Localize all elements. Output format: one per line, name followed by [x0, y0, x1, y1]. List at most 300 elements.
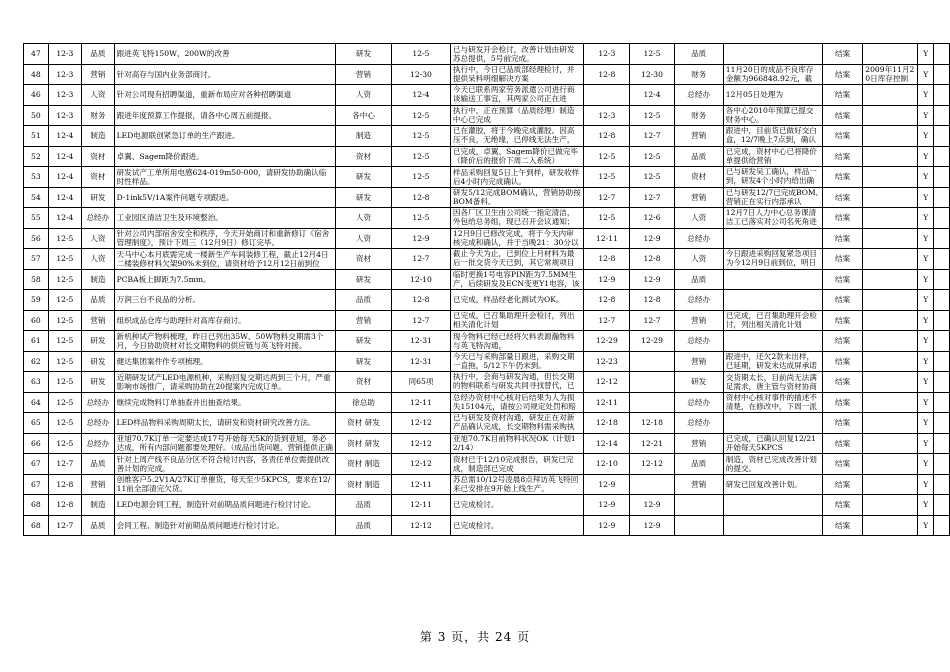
- row-number-cell: [24, 413, 49, 434]
- department-text: 营销: [90, 315, 106, 325]
- due-date-text: 12-11: [410, 397, 432, 407]
- verify-dept-cell: [674, 433, 723, 454]
- actual-date-cell: [630, 269, 674, 290]
- status-cell: [822, 85, 862, 106]
- due-date-cell: [392, 167, 451, 188]
- department-cell: [82, 351, 115, 372]
- due-date-cell: [392, 269, 451, 290]
- owner-dept-cell: [336, 85, 392, 106]
- date-text: 12-5: [56, 397, 74, 407]
- plan-date-cell: [584, 187, 630, 208]
- actual-date-text: 12-7: [643, 315, 661, 325]
- progress-note-cell: [450, 146, 583, 167]
- due-date-text: 12-10: [410, 274, 432, 284]
- row-number-text: 61: [30, 336, 41, 346]
- progress-note-text: 苏总需10/12号凌晨8点拜访英飞特回来已安排在9开始上线生产。: [452, 475, 579, 494]
- date-text: 12-5: [56, 254, 74, 264]
- row-number-text: 63: [30, 377, 41, 387]
- date-text: 12-3: [56, 90, 74, 100]
- flag-cell: [918, 331, 934, 352]
- verify-note-cell: [723, 208, 822, 229]
- owner-dept-cell: [336, 413, 392, 434]
- remark-cell: [863, 392, 918, 413]
- flag-cell: [918, 372, 934, 393]
- owner-dept-cell: [336, 105, 392, 126]
- row-number-text: 51: [30, 131, 41, 141]
- progress-note-cell: [450, 187, 583, 208]
- verify-dept-text: 总经办: [687, 336, 711, 346]
- row-number-text: 60: [30, 315, 41, 325]
- due-date-cell: [392, 146, 451, 167]
- date-cell: [48, 228, 81, 249]
- department-cell: [82, 228, 115, 249]
- remark-cell: [863, 85, 918, 106]
- flag-cell: [918, 474, 934, 495]
- row-number-cell: [24, 351, 49, 372]
- verify-note-cell: [723, 146, 822, 167]
- due-date-text: 12-5: [412, 131, 430, 141]
- issue-description-text: 研发试产工单所用电感624-019m50-000，请研发协助确认临时性样品。: [116, 167, 327, 186]
- date-cell: [48, 146, 81, 167]
- issue-description-cell: [114, 454, 335, 475]
- issue-description-cell: [114, 474, 335, 495]
- plan-date-text: 12-5: [598, 172, 616, 182]
- status-text: 结案: [835, 397, 851, 407]
- issue-description-cell: [114, 372, 335, 393]
- actual-date-text: 12-5: [643, 49, 661, 59]
- blank-cell: [934, 310, 950, 331]
- issue-description-text: 创维客户5.2V1A/27K订单催货，每天至少5KPCS，要求在12/11前全部清完欠货。: [116, 475, 331, 494]
- blank-cell: [934, 85, 950, 106]
- plan-date-cell: [584, 515, 630, 536]
- issue-description-cell: [114, 310, 335, 331]
- row-number-text: 52: [30, 151, 41, 161]
- verify-note-cell: [723, 433, 822, 454]
- verify-dept-text: 总经办: [687, 233, 711, 243]
- row-number-cell: [24, 310, 49, 331]
- date-cell: [48, 269, 81, 290]
- department-cell: [82, 126, 115, 147]
- blank-cell: [934, 105, 950, 126]
- row-number-cell: [24, 228, 49, 249]
- date-cell: [48, 433, 81, 454]
- date-text: 12-5: [56, 356, 74, 366]
- progress-note-text: 已完成，卓翼、Sagem降价已做完毕（降价后的报价下周二入系统）: [452, 147, 578, 166]
- progress-note-text: 已完成，样品经老化测试为OK。: [452, 295, 564, 305]
- row-number-cell: [24, 290, 49, 311]
- progress-note-cell: [450, 269, 583, 290]
- progress-note-text: 临时更换1号电容PIN距为7.5MM生产，后续研发及ECN变更Y1电容，该: [452, 269, 580, 288]
- verify-dept-text: 营销: [691, 438, 707, 448]
- owner-dept-cell: [336, 454, 392, 475]
- issue-description-text: 针对公司现有招聘渠道，重新布局应对各种招聘渠道: [116, 90, 292, 100]
- row-number-text: 48: [30, 69, 41, 79]
- actual-date-text: 12-7: [643, 192, 661, 202]
- owner-dept-cell: [336, 208, 392, 229]
- plan-date-cell: [584, 351, 630, 372]
- status-text: 结案: [835, 295, 851, 305]
- actual-date-cell: [630, 310, 674, 331]
- status-text: 结案: [835, 254, 851, 264]
- issue-description-text: LED电源联创紧急订单的生产跟进。: [116, 131, 240, 141]
- due-date-cell: [392, 495, 451, 516]
- verify-note-cell: [723, 85, 822, 106]
- due-date-cell: [392, 392, 451, 413]
- status-text: 结案: [835, 479, 851, 489]
- department-cell: [82, 495, 115, 516]
- actual-date-text: 12-18: [641, 418, 663, 428]
- blank-cell: [934, 126, 950, 147]
- plan-date-text: 12-3: [598, 110, 616, 120]
- issue-description-text: LED电源会同工程，制造针对前期品质问题进行检讨讨论。: [116, 500, 316, 510]
- flag-text: Y: [923, 295, 929, 305]
- status-text: 结案: [835, 151, 851, 161]
- row-number-cell: [24, 44, 49, 65]
- due-date-cell: [392, 474, 451, 495]
- actual-date-cell: [630, 372, 674, 393]
- verify-dept-cell: [674, 208, 723, 229]
- due-date-text: 12-12: [410, 438, 432, 448]
- owner-dept-text: 资材 制造: [347, 459, 380, 469]
- owner-dept-text: 营销: [355, 315, 372, 325]
- due-date-text: 同65项: [408, 377, 434, 387]
- progress-note-cell: [450, 495, 583, 516]
- department-text: 总经办: [86, 213, 110, 223]
- date-cell: [48, 454, 81, 475]
- actual-date-cell: [630, 433, 674, 454]
- verify-note-text: 今日跟进采购回复紧急项目为今12月9日前到位，明日: [725, 249, 817, 268]
- date-cell: [48, 351, 81, 372]
- blank-cell: [934, 454, 950, 475]
- date-text: 12-3: [56, 69, 74, 79]
- department-text: 研发: [90, 377, 106, 387]
- verify-dept-cell: [674, 392, 723, 413]
- department-cell: [82, 372, 115, 393]
- verify-dept-cell: [674, 454, 723, 475]
- department-text: 人资: [90, 254, 106, 264]
- row-number-cell: [24, 187, 49, 208]
- table-row: [24, 228, 950, 249]
- due-date-cell: [392, 44, 451, 65]
- verify-note-cell: [723, 351, 822, 372]
- owner-dept-cell: [336, 269, 392, 290]
- owner-dept-text: 人资: [355, 90, 372, 100]
- issue-description-text: 跟进英飞特150W、200W的改善: [116, 49, 230, 59]
- issue-description-text: 组织成品仓库与助理针对高库存商讨。: [116, 315, 246, 325]
- due-date-text: 12-31: [410, 356, 432, 366]
- department-text: 研发: [90, 336, 106, 346]
- flag-text: Y: [923, 520, 929, 530]
- date-text: 12-3: [56, 49, 74, 59]
- table-body: [24, 44, 950, 536]
- flag-text: Y: [923, 315, 929, 325]
- table-row: [24, 495, 950, 516]
- plan-date-text: 12-11: [595, 397, 618, 407]
- plan-date-cell: [584, 44, 630, 65]
- status-cell: [822, 413, 862, 434]
- flag-text: Y: [923, 233, 929, 243]
- issue-description-text: 会同工程、制造针对前期品质问题进行检讨讨论。: [116, 520, 284, 530]
- date-text: 12-5: [56, 438, 74, 448]
- actual-date-text: 12-5: [643, 110, 661, 120]
- verify-dept-text: 财务: [691, 69, 707, 79]
- row-number-text: 68: [30, 520, 41, 530]
- progress-note-cell: [450, 392, 583, 413]
- verify-note-cell: [723, 105, 822, 126]
- plan-date-cell: [584, 228, 630, 249]
- owner-dept-text: 资材 制造: [347, 479, 380, 489]
- date-text: 12-3: [56, 110, 74, 120]
- verify-dept-cell: [674, 515, 723, 536]
- verify-dept-text: 品质: [691, 151, 707, 161]
- verify-note-text: 11月20日的成品不良库存金额为966848.92元，截: [725, 64, 814, 83]
- row-number-cell: [24, 208, 49, 229]
- progress-note-text: 已完成检讨。: [452, 520, 499, 530]
- verify-dept-text: 总经办: [687, 295, 711, 305]
- actual-date-cell: [630, 64, 674, 85]
- row-number-text: 67: [30, 459, 41, 469]
- issue-description-cell: [114, 167, 335, 188]
- blank-cell: [934, 433, 950, 454]
- status-text: 结案: [835, 418, 851, 428]
- progress-note-text: 已与研发开会检讨，改善计划由研发苏总提供，5号前完成。: [452, 44, 575, 63]
- due-date-cell: [392, 413, 451, 434]
- plan-date-text: 12-9: [598, 520, 616, 530]
- date-cell: [48, 105, 81, 126]
- issue-description-cell: [114, 85, 335, 106]
- flag-cell: [918, 413, 934, 434]
- table-row: [24, 392, 950, 413]
- actual-date-cell: [630, 290, 674, 311]
- blank-cell: [934, 167, 950, 188]
- status-cell: [822, 249, 862, 270]
- row-number-cell: [24, 64, 49, 85]
- actual-date-text: 12-8: [643, 295, 661, 305]
- department-text: 总经办: [86, 397, 110, 407]
- due-date-cell: [392, 372, 451, 393]
- status-cell: [822, 167, 862, 188]
- flag-text: Y: [923, 213, 929, 223]
- date-text: 12-4: [56, 192, 74, 202]
- actual-date-cell: [630, 228, 674, 249]
- due-date-text: 12-5: [412, 213, 430, 223]
- department-cell: [82, 167, 115, 188]
- date-text: 12-5: [56, 377, 74, 387]
- table-row: [24, 474, 950, 495]
- department-cell: [82, 105, 115, 126]
- status-text: 结案: [835, 131, 851, 141]
- date-text: 12-4: [56, 213, 74, 223]
- verify-dept-text: 资材: [691, 172, 707, 182]
- department-cell: [82, 146, 115, 167]
- status-cell: [822, 433, 862, 454]
- verify-note-text: 已与研发12/7已完成BOM,营销正在实行内部承认: [725, 188, 819, 207]
- remark-cell: [863, 351, 918, 372]
- date-cell: [48, 310, 81, 331]
- issue-description-cell: [114, 495, 335, 516]
- date-text: 12-4: [56, 151, 74, 161]
- row-number-cell: [24, 474, 49, 495]
- owner-dept-cell: [336, 228, 392, 249]
- due-date-cell: [392, 228, 451, 249]
- issue-description-cell: [114, 44, 335, 65]
- flag-text: Y: [923, 254, 929, 264]
- actual-date-cell: [630, 249, 674, 270]
- due-date-cell: [392, 454, 451, 475]
- progress-note-cell: [450, 290, 583, 311]
- progress-note-cell: [450, 413, 583, 434]
- remark-cell: [863, 413, 918, 434]
- progress-note-text: 12月9日已修改完成，将于今天内审核完成和确认，并于当晚21：30分以: [452, 228, 579, 247]
- issue-description-cell: [114, 515, 335, 536]
- owner-dept-cell: [336, 290, 392, 311]
- due-date-text: 12-9: [412, 233, 430, 243]
- verify-dept-cell: [674, 269, 723, 290]
- date-text: 12-5: [56, 233, 74, 243]
- due-date-text: 12-12: [410, 418, 432, 428]
- progress-note-cell: [450, 474, 583, 495]
- table-row: [24, 249, 950, 270]
- status-text: 结案: [835, 459, 851, 469]
- owner-dept-cell: [336, 187, 392, 208]
- due-date-text: 12-11: [410, 500, 432, 510]
- department-cell: [82, 187, 115, 208]
- blank-cell: [934, 269, 950, 290]
- row-number-text: 55: [30, 213, 41, 223]
- due-date-text: 12-7: [412, 254, 430, 264]
- date-text: 12-7: [56, 520, 74, 530]
- due-date-cell: [392, 515, 451, 536]
- remark-cell: [863, 208, 918, 229]
- row-number-cell: [24, 495, 49, 516]
- table-row: [24, 167, 950, 188]
- verify-dept-cell: [674, 290, 723, 311]
- due-date-cell: [392, 208, 451, 229]
- progress-note-text: 执行中，会商与研发沟通，但长交期的物料联系与研发共同寻找替代，已: [452, 372, 575, 391]
- date-cell: [48, 126, 81, 147]
- blank-cell: [934, 413, 950, 434]
- plan-date-cell: [584, 126, 630, 147]
- plan-date-text: 12-12: [595, 377, 618, 387]
- verify-dept-cell: [674, 85, 723, 106]
- department-cell: [82, 310, 115, 331]
- plan-date-text: 12-29: [595, 336, 618, 346]
- flag-cell: [918, 249, 934, 270]
- due-date-text: 12-11: [410, 479, 432, 489]
- flag-text: Y: [923, 90, 929, 100]
- actual-date-cell: [630, 474, 674, 495]
- plan-date-text: 12-3: [598, 49, 616, 59]
- due-date-text: 12-8: [412, 295, 430, 305]
- blank-cell: [934, 495, 950, 516]
- date-text: 12-5: [56, 315, 74, 325]
- flag-cell: [918, 392, 934, 413]
- progress-note-cell: [450, 167, 583, 188]
- department-text: 研发: [90, 356, 106, 366]
- table-row: [24, 331, 950, 352]
- due-date-text: 12-5: [412, 49, 430, 59]
- flag-text: Y: [923, 438, 929, 448]
- actual-date-text: 12-12: [641, 459, 663, 469]
- tracking-table: [23, 43, 950, 536]
- blank-cell: [934, 515, 950, 536]
- progress-note-text: 亚旭70.7K目前物料状况OK（计划12/14）: [452, 434, 576, 453]
- verify-note-cell: [723, 167, 822, 188]
- status-text: 结案: [835, 315, 851, 325]
- flag-cell: [918, 105, 934, 126]
- table-row: [24, 413, 950, 434]
- remark-cell: [863, 454, 918, 475]
- plan-date-text: 12-14: [595, 438, 618, 448]
- status-cell: [822, 495, 862, 516]
- department-text: 研发: [90, 192, 106, 202]
- owner-dept-cell: [336, 495, 392, 516]
- row-number-text: 58: [30, 274, 41, 284]
- flag-cell: [918, 495, 934, 516]
- department-text: 品质: [90, 520, 106, 530]
- status-text: 结案: [835, 500, 851, 510]
- issue-description-text: 天马中心本月底需完成一楼新生产车间装修工程，截止12月4日二楼装修材料欠架90%未到位，请资材给予12月12日前到位: [116, 249, 329, 268]
- verify-dept-text: 总经办: [687, 397, 711, 407]
- status-text: 结案: [835, 336, 851, 346]
- verify-dept-cell: [674, 187, 723, 208]
- plan-date-cell: [584, 85, 630, 106]
- department-text: 资材: [90, 151, 106, 161]
- department-text: 营销: [90, 69, 106, 79]
- progress-note-cell: [450, 64, 583, 85]
- due-date-text: 12-12: [410, 459, 432, 469]
- verify-note-text: 交货期太长，目前尚无法满足需求，唐主管与资材协商: [725, 372, 817, 391]
- flag-cell: [918, 351, 934, 372]
- status-cell: [822, 331, 862, 352]
- row-number-text: 68: [30, 500, 41, 510]
- owner-dept-cell: [336, 249, 392, 270]
- flag-cell: [918, 187, 934, 208]
- issue-description-text: 健达集团案件作专项梳理。: [116, 356, 208, 366]
- verify-dept-text: 营销: [691, 315, 707, 325]
- date-cell: [48, 44, 81, 65]
- remark-cell: [863, 331, 918, 352]
- flag-cell: [918, 269, 934, 290]
- flag-cell: [918, 515, 934, 536]
- issue-description-text: 工业园区清洁卫生及环境整治。: [116, 213, 223, 223]
- status-text: 结案: [835, 377, 851, 387]
- department-text: 制造: [90, 131, 106, 141]
- owner-dept-text: 制造: [355, 131, 372, 141]
- row-number-cell: [24, 269, 49, 290]
- progress-note-text: 研发5/12完成BOM确认，营销协助按BOM备料。: [452, 188, 581, 207]
- row-number-text: 57: [30, 254, 41, 264]
- table-row: [24, 433, 950, 454]
- progress-note-text: 已完成，已召集助理开会检讨，列出相关清化计划: [452, 311, 575, 330]
- blank-cell: [934, 187, 950, 208]
- status-cell: [822, 372, 862, 393]
- owner-dept-cell: [336, 351, 392, 372]
- remark-cell: [863, 249, 918, 270]
- actual-date-text: 12-4: [643, 90, 661, 100]
- actual-date-cell: [630, 392, 674, 413]
- verify-note-cell: [723, 64, 822, 85]
- plan-date-cell: [584, 331, 630, 352]
- blank-cell: [934, 208, 950, 229]
- verify-dept-text: 人资: [691, 254, 707, 264]
- verify-dept-cell: [674, 474, 723, 495]
- plan-date-cell: [584, 372, 630, 393]
- flag-text: Y: [923, 172, 929, 182]
- progress-note-text: 因各厂区卫生由公司统一指定清洁，外包给总务组，现已召开会议通知；: [452, 208, 575, 227]
- verify-dept-cell: [674, 44, 723, 65]
- due-date-cell: [392, 351, 451, 372]
